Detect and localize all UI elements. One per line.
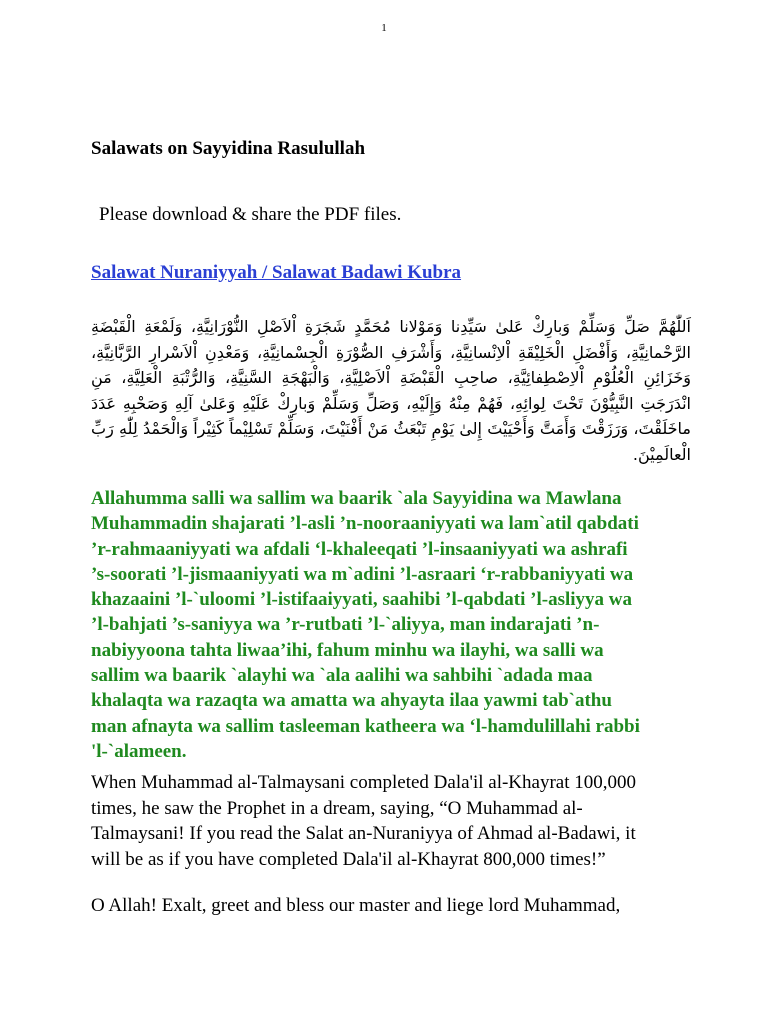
- page-number: 1: [381, 22, 387, 34]
- download-note: Please download & share the PDF files.: [99, 204, 402, 225]
- arabic-salawat-text: اَللّٰهُمَّ صَلِّ وَسَلِّمْ وَبارِكْ عَلىٰ سَيِّدِنا وَمَوْلانا مُحَمَّدٍ شَجَرَةِ اْلاَصْلِ النُّوْرَانِيَّةِ، وَلَمْعَةِ الْقَبْضَةِ الرَّحْمانِيَّةِ، وَأَفْضَلِ الْخَلِيْقَةِ اْلاِنْسانِيَّةِ، وَأَشْرَفِ الصُّوْرَةِ الْجِسْمانِيَّةِ، وَمَعْدِنِ اْلاَسْرارِ الرَّبَّانِيَّةِ، وَخَزَائِنِ الْعُلُوْمِ اْلاِصْطِفائِيَّةِ، صاحِبِ الْقَبْضَةِ اْلاَصْلِيَّةِ، وَالْبَهْجَةِ السَّنِيَّةِ، وَالرُّتْبَةِ الْعَلِيَّةِ، مَنِ انْدَرَجَتِ النَّبِيُّوْنَ تَحْتَ لِوائِهِ، فَهُمْ مِنْهُ وَإِلَيْهِ، وَصَلِّ وَسَلِّمْ وَبارِكْ عَلَيْهِ وَعَلىٰ آلِهِ وَصَحْبِهِ عَدَدَ ماخَلَقْتَ، وَرَزَقْتَ وَأَمَتَّ وَأَحْيَيْتَ إِلىٰ يَوْمِ تَبْعَثُ مَنْ أَفْنَيْتَ، وَسَلِّمْ تَسْلِيْماً كَثِيْراً وَالْحَمْدُ لِلّٰهِ رَبِّ الْعالَمِيْنَ.: [91, 317, 691, 464]
- transliteration-text: Allahumma salli wa sallim wa baarik `ala Sayyidina wa Mawlana Muhammadin shajarati ’l-asli ’n-nooraaniyyati wa lam`atil qabdati ’r-rahmaaniyyati wa afdali ‘l-khaleeqati ’l-insaaniyyati wa ashrafi ’s-soorati ’l-jismaaniyyati wa m`adini ’l-asraari ‘r-rabbaniyyati wa khazaaini ’l-`uloomi ’l-istifaaiyyati, saahibi ’l-qabdati ’l-asliyya wa ’l-bahjati ’s-saniyya wa ’r-rutbati ’l-`aliyya, man indarajati ’n- nabiyyoona tahta liwaa’ihi, fahum minhu wa ilayhi, wa salli wa sallim wa baarik `alayhi wa `ala aalihi wa sahbihi `adada maa khalaqta wa razaqta wa amatta wa ahyayta ilaa yawmi tab`athu man afnayta wa sallim tasleeman katheera wa ‘l-hamdulillahi rabbi 'l-`alameen.: [91, 488, 640, 762]
- story-paragraph: When Muhammad al-Talmaysani completed Dala'il al-Khayrat 100,000 times, he saw the Prophet in a dream, saying, “O Muhammad al- Talmaysani! If you read the Salat an-Nuraniyya of Ahmad al-Badawi, it will be as if you have completed Dala'il al-Khayrat 800,000 times!”: [91, 772, 636, 870]
- document-title: Salawats on Sayyidina Rasulullah: [91, 138, 366, 159]
- salawat-nuraniyyah-link[interactable]: Salawat Nuraniyyah / Salawat Badawi Kubra: [91, 262, 462, 283]
- translation-paragraph: O Allah! Exalt, greet and bless our master and liege lord Muhammad,: [91, 895, 621, 916]
